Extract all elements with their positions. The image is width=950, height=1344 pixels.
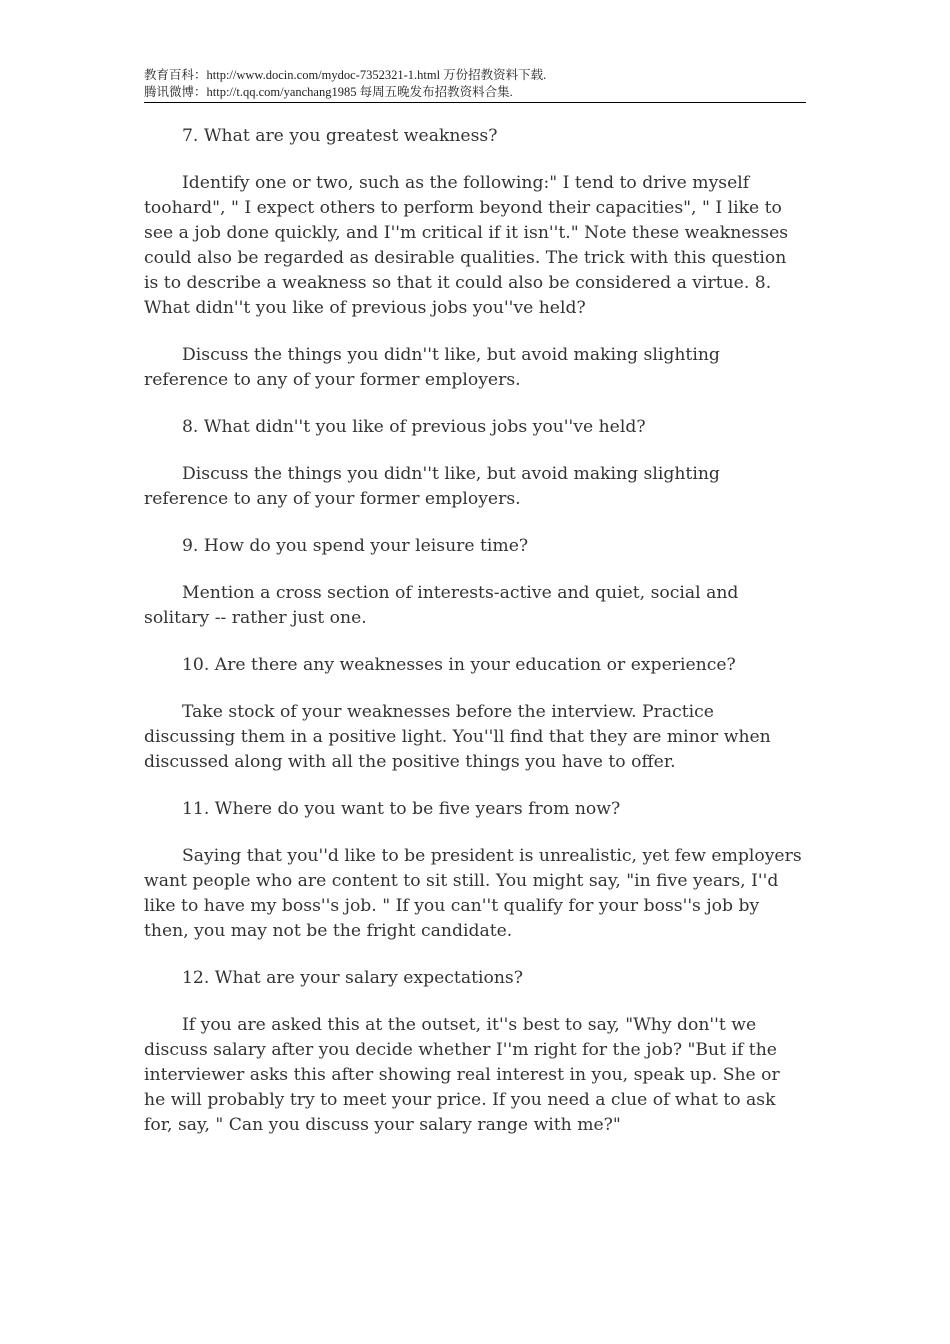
answer-8: Discuss the things you didn''t like, but avoid making slighting reference to any of your former employers.: [144, 464, 720, 509]
question-8: 8. What didn''t you like of previous jobs you''ve held?: [182, 417, 646, 437]
page-header: [144, 67, 806, 103]
answer-10: Take stock of your weaknesses before the interview. Practice discussing them in a positive light. You''ll find that they are minor when discussed along with all the positive things you have to offer.: [144, 702, 771, 772]
question-7: 7. What are you greatest weakness?: [182, 126, 498, 146]
answer-8-duplicate: Discuss the things you didn''t like, but avoid making slighting reference to any of your former employers.: [144, 345, 720, 390]
document-body: [144, 124, 806, 1160]
answer-9: Mention a cross section of interests-active and quiet, social and solitary -- rather just one.: [144, 583, 739, 628]
question-11: 11. Where do you want to be five years from now?: [182, 799, 621, 819]
header-line-docin: 教育百科：http://www.docin.com/mydoc-7352321-1.html 万份招教资料下载.: [144, 68, 547, 82]
answer-12: If you are asked this at the outset, it''s best to say, "Why don''t we discuss salary after you decide whether I''m right for the job? "But if the interviewer asks this after showing real interest in you, speak up. She or he will probably try to meet your price. If you need a clue of what to ask for, say, " Can you discuss your salary range with me?": [144, 1015, 780, 1135]
question-12: 12. What are your salary expectations?: [182, 968, 523, 988]
answer-7: Identify one or two, such as the following:" I tend to drive myself toohard", " I expect others to perform beyond their capacities", " I like to see a job done quickly, and I''m critical if it isn''t." Note these weaknesses could also be regarded as desirable qualities. The trick with this question is to describe a weakness so that it could also be considered a virtue. 8. What didn''t you like of previous jobs you''ve held?: [144, 173, 789, 318]
header-line-weibo: 腾讯微博：http://t.qq.com/yanchang1985 每周五晚发布招教资料合集.: [144, 85, 513, 99]
answer-11: Saying that you''d like to be president is unrealistic, yet few employers want people who are content to sit still. You might say, "in five years, I''d like to have my boss''s job. " If you can''t qualify for your boss''s job by then, you may not be the fright candidate.: [144, 846, 802, 941]
question-9: 9. How do you spend your leisure time?: [182, 536, 529, 556]
question-10: 10. Are there any weaknesses in your education or experience?: [182, 655, 736, 675]
